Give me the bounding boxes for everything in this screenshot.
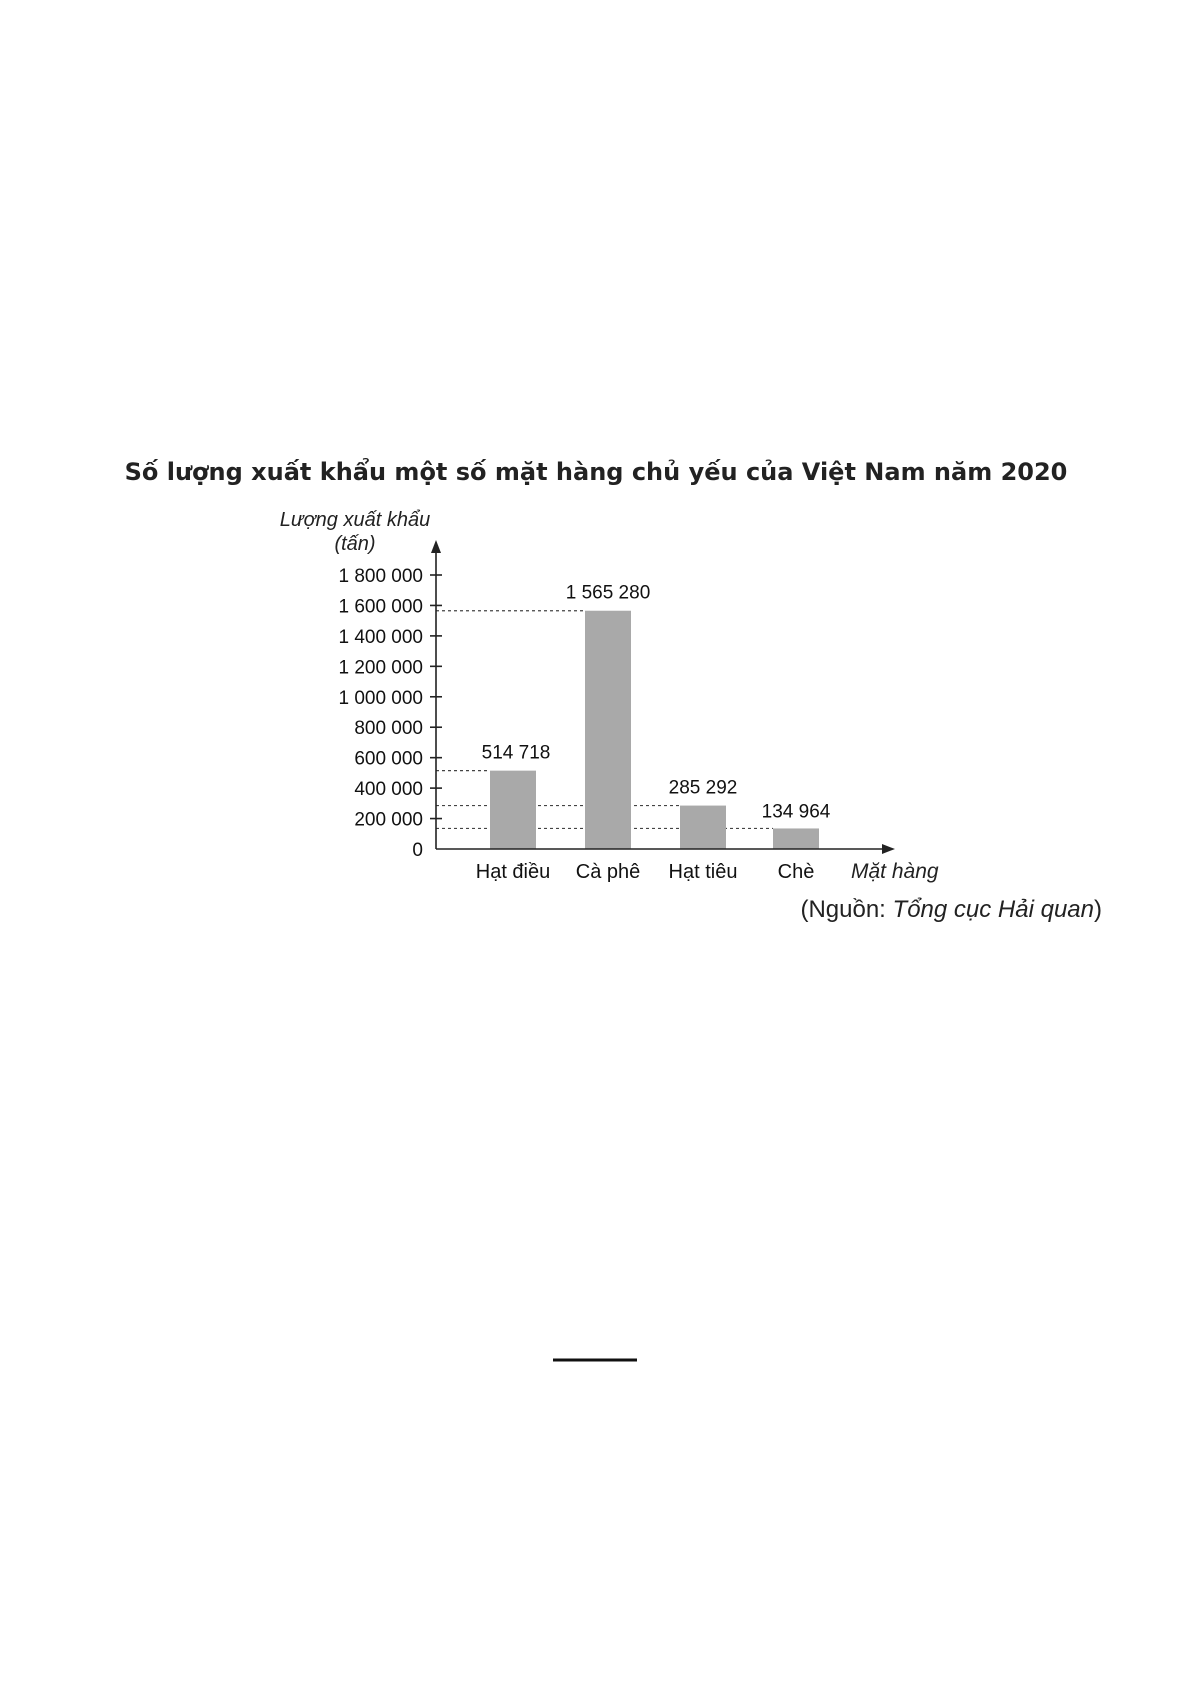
y-axis-arrow [431,540,441,553]
data-label: 1 565 280 [565,582,651,604]
category-label: Hạt điều [475,861,551,883]
category-label: Chè [777,861,815,883]
category-label: Hạt tiêu [668,861,738,883]
data-label: 285 292 [668,777,738,799]
source-prefix: (Nguồn: [800,896,893,923]
bar [680,806,726,849]
bar [773,828,819,849]
y-tick-label: 1 800 000 [338,566,423,587]
y-tick-label: 1 000 000 [338,687,423,709]
y-ticks [338,566,442,861]
chart-title: Số lượng xuất khẩu một số mặt hàng chủ yếu của Việt Nam năm 2020 [124,458,1068,486]
y-tick-label: 400 000 [354,779,423,801]
bar [585,611,631,849]
y-tick-label: 1 400 000 [338,626,423,648]
y-tick-label: 600 000 [354,748,423,770]
x-axis-label: Mặt hàng [851,860,939,883]
source-name: Tổng cục Hải quan [892,896,1094,923]
bar [490,771,536,849]
category-label: Cà phê [575,861,641,883]
y-tick-label: 1 600 000 [338,596,423,618]
data-label: 514 718 [481,742,551,764]
y-tick-label: 800 000 [354,718,423,740]
y-tick-label: 1 200 000 [338,657,423,679]
y-tick-label: 0 [412,840,423,861]
x-axis-arrow [882,844,895,854]
source-suffix: ) [1094,896,1102,923]
y-axis-label: Lượng xuất khẩu [279,509,431,531]
category-labels [476,861,815,883]
y-axis-unit: (tấn) [334,533,376,555]
source-note [800,896,1102,923]
data-label: 134 964 [761,801,831,823]
y-tick-label: 200 000 [354,809,423,831]
